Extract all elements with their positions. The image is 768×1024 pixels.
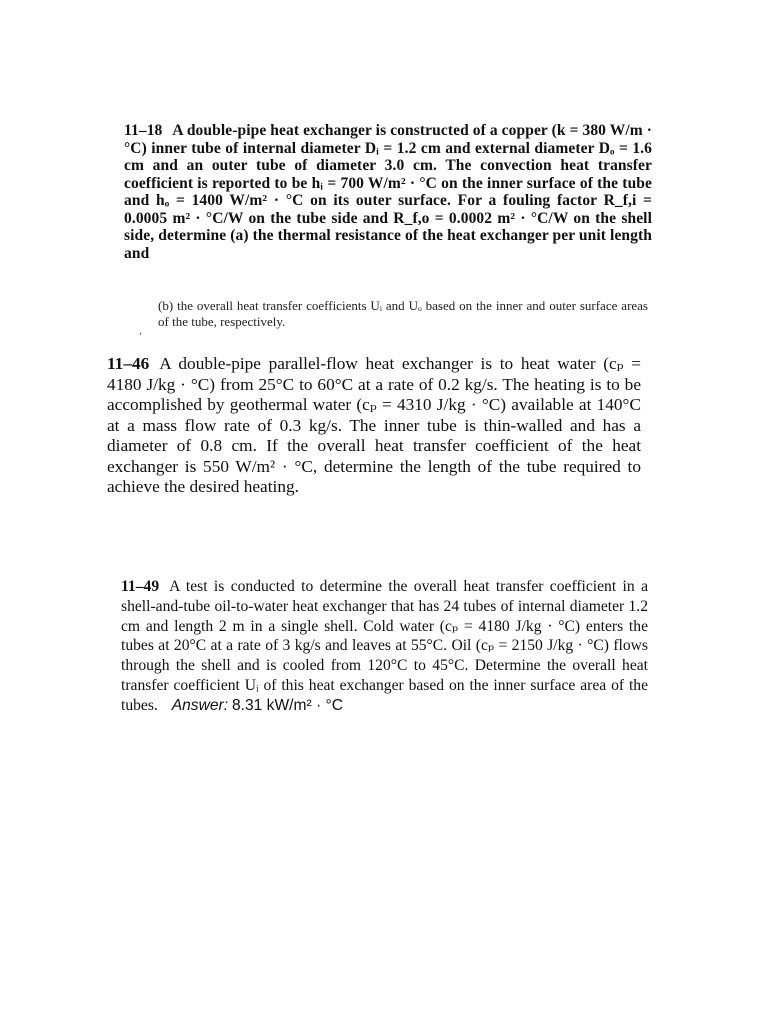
problem-number: 11–18 bbox=[124, 122, 163, 139]
problem-text: A double-pipe heat exchanger is constructed of a copper (k = 380 W/m · °C) inner tube of internal diameter Dᵢ = 1.2 cm and external diameter Dₒ = 1.6 cm and an outer tube of diameter 3.0 cm. The convection heat transfer coefficient is reported to be hᵢ = 700 W/m² · °C on the inner surface of the tube and hₒ = 1400 W/m² · °C on its outer surface. For a fouling factor R_f,i = 0.0005 m² · °C/W on the tube side and R_f,o = 0.0002 m² · °C/W on the shell side, determine (a) the thermal resistance of the heat exchanger per unit length and bbox=[124, 122, 652, 262]
answer-label: Answer: bbox=[171, 696, 229, 714]
problem-11-49 bbox=[121, 577, 648, 716]
problem-text: (b) the overall heat transfer coefficients Uᵢ and Uₒ based on the inner and outer surface areas of the tube, respectively. bbox=[158, 298, 648, 329]
problem-number: 11–46 bbox=[107, 354, 150, 373]
problem-text: A test is conducted to determine the overall heat transfer coefficient in a shell-and-tube oil-to-water heat exchanger that has 24 tubes of internal diameter 1.2 cm and length 2 m in a single shell. Cold water (cₚ = 4180 J/kg · °C) enters the tubes at 20°C at a rate of 3 kg/s and leaves at 55°C. Oil (cₚ = 2150 J/kg · °C) flows through the shell and is cooled from 120°C to 45°C. Determine the overall heat transfer coefficient Uᵢ of this heat exchanger based on the inner surface area of the tubes. bbox=[121, 578, 648, 714]
problem-text: A double-pipe parallel-flow heat exchanger is to heat water (cₚ = 4180 J/kg · °C) from 25°C to 60°C at a rate of 0.2 kg/s. The heating is to be accomplished by geothermal water (cₚ = 4310 J/kg · °C) available at 140°C at a mass flow rate of 0.3 kg/s. The inner tube is thin-walled and has a diameter of 0.8 cm. If the overall heat transfer coefficient of the heat exchanger is 550 W/m² · °C, determine the length of the tube required to achieve the desired heating. bbox=[107, 354, 641, 496]
scan-mark: , bbox=[139, 326, 143, 337]
answer-value: 8.31 kW/m² · °C bbox=[231, 696, 344, 714]
problem-number: 11–49 bbox=[121, 578, 160, 595]
problem-11-18 bbox=[124, 122, 652, 262]
problem-11-46 bbox=[107, 354, 641, 498]
problem-11-18-continuation bbox=[158, 298, 648, 330]
